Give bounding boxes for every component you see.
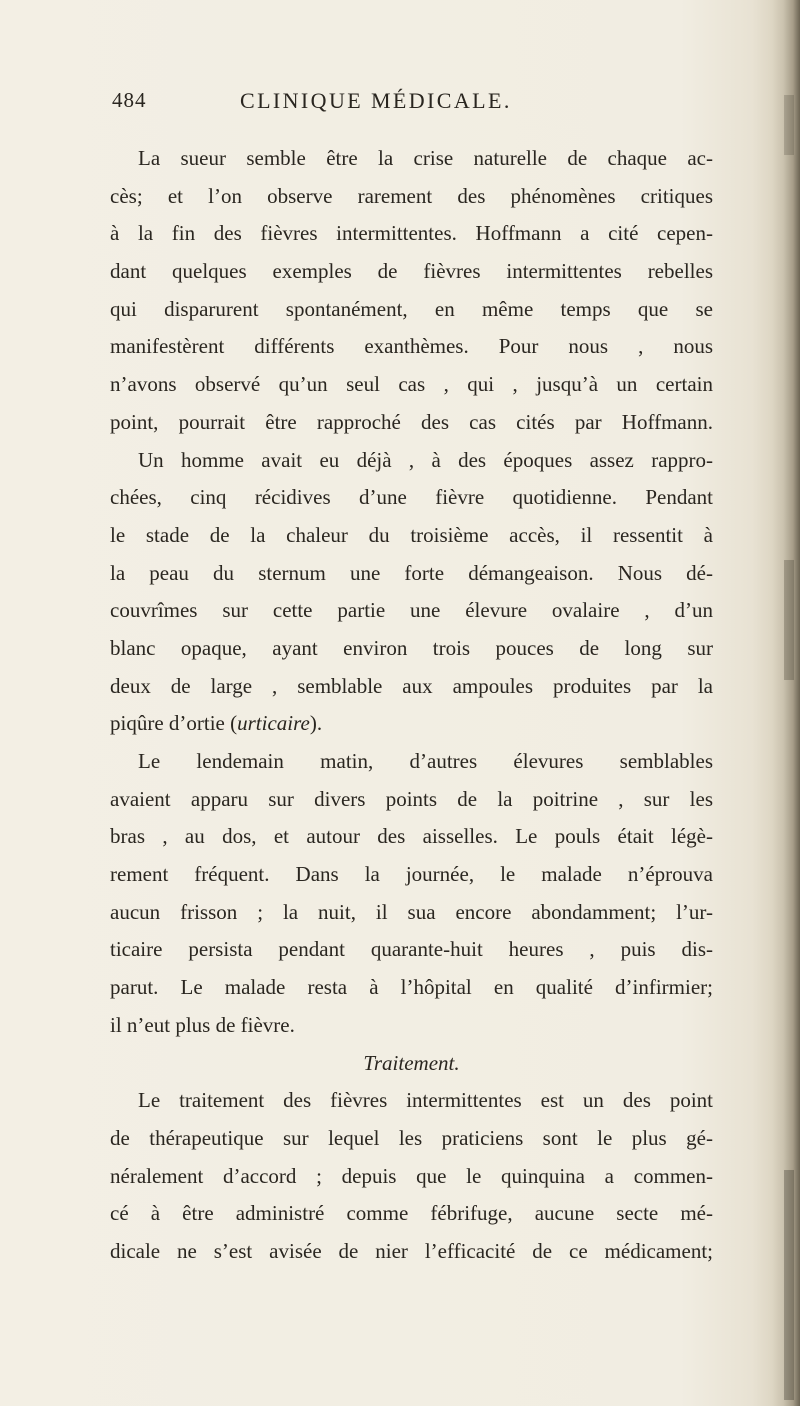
text-line: cès; et l’on observe rarement des phénomènes critiques: [110, 183, 713, 208]
text-line: dant quelques exemples de fièvres intermittentes rebelles: [110, 259, 713, 284]
text-line: manifestèrent différents exanthèmes. Pour nous , nous: [110, 334, 713, 359]
binding-stain: [784, 1170, 794, 1400]
page-header: [112, 88, 712, 118]
text-line: deux de large , semblable aux ampoules produites par la: [110, 673, 713, 698]
text-line: il n’eut plus de fièvre.: [110, 1012, 295, 1037]
text-segment: ).: [309, 711, 323, 736]
text-line: dicale ne s’est avisée de nier l’efficacité de ce médicament;: [110, 1238, 713, 1263]
text-line: de thérapeutique sur lequel les praticiens sont le plus gé-: [110, 1125, 713, 1150]
running-title: CLINIQUE MÉDICALE.: [240, 88, 512, 113]
text-line: avaient apparu sur divers points de la poitrine , sur les: [110, 786, 713, 811]
text-line: parut. Le malade resta à l’hôpital en qualité d’infirmier;: [110, 975, 713, 1000]
text-line: qui disparurent spontanément, en même temps que se: [110, 296, 713, 321]
text-line: à la fin des fièvres intermittentes. Hoffmann a cité cepen-: [110, 221, 713, 246]
text-line: couvrîmes sur cette partie une élevure ovalaire , d’un: [110, 598, 713, 623]
text-line: la peau du sternum une forte démangeaison. Nous dé-: [110, 560, 713, 585]
text-line: La sueur semble être la crise naturelle de chaque ac-: [138, 146, 713, 170]
body-text: [110, 141, 713, 1272]
text-line: aucun frisson ; la nuit, il sua encore abondamment; l’ur-: [110, 899, 713, 924]
italic-term: urticaire: [237, 711, 310, 736]
page-number: 484: [112, 88, 147, 112]
text-line: le stade de la chaleur du troisième accès, il ressentit à: [110, 522, 713, 547]
text-line: ticaire persista pendant quarante-huit heures , puis dis-: [110, 937, 713, 962]
text-line: n’avons observé qu’un seul cas , qui , jusqu’à un certain: [110, 372, 713, 397]
text-line: néralement d’accord ; depuis que le quinquina a commen-: [110, 1163, 713, 1188]
text-line: chées, cinq récidives d’une fièvre quotidienne. Pendant: [110, 485, 713, 510]
binding-stain: [784, 95, 794, 155]
text-line: Le lendemain matin, d’autres élevures semblables: [138, 749, 713, 773]
text-line: bras , au dos, et autour des aisselles. Le pouls était légè-: [110, 824, 713, 849]
section-heading: Traitement.: [363, 1050, 460, 1075]
text-line: point, pourrait être rapproché des cas cités par Hoffmann.: [110, 409, 713, 434]
text-line: cé à être administré comme fébrifuge, aucune secte mé-: [110, 1201, 713, 1226]
text-line: Le traitement des fièvres intermittentes est un des point: [138, 1088, 713, 1113]
text-line: blanc opaque, ayant environ trois pouces de long sur: [110, 635, 713, 660]
text-line: Un homme avait eu déjà , à des époques assez rappro-: [138, 447, 713, 472]
text-line: rement fréquent. Dans la journée, le malade n’éprouva: [110, 862, 713, 887]
binding-stain: [784, 560, 794, 680]
text-segment: piqûre d’ortie (: [110, 711, 238, 736]
text-line: [110, 706, 713, 744]
